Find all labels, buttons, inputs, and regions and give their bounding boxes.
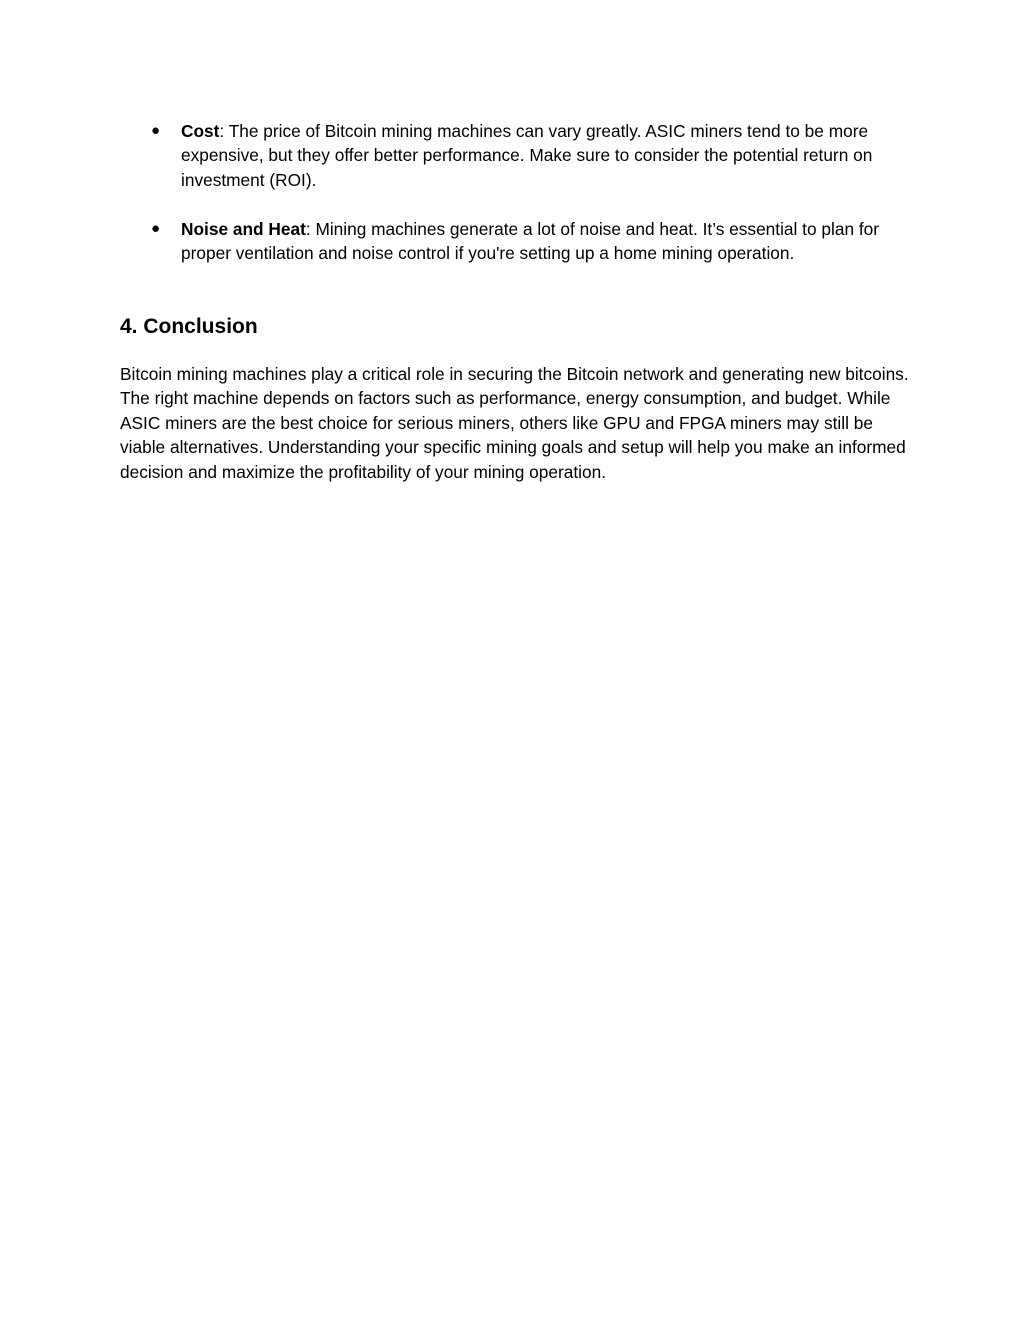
list-item-noise-and-heat xyxy=(120,217,910,266)
considerations-list xyxy=(120,119,910,265)
bullet-term: Noise and Heat xyxy=(181,218,306,239)
bullet-icon: ● xyxy=(151,219,161,237)
conclusion-paragraph: Bitcoin mining machines play a critical role in securing the Bitcoin network and generating new bitcoins. The right machine depends on factors such as performance, energy consumption, and budget. While ASIC miners are the best choice for serious miners, others like GPU and FPGA miners may still be viable alternatives. Understanding your specific mining goals and setup will help you make an informed decision and maximize the profitability of your mining operation. xyxy=(120,364,909,482)
list-item-cost xyxy=(120,119,910,192)
bullet-term: Cost xyxy=(181,121,220,141)
conclusion-heading: 4. Conclusion xyxy=(120,315,258,338)
bullet-text: : Mining machines generate a lot of noise and heat. It’s essential to plan for proper ventilation and noise control if you're setting up a home mining operation. xyxy=(181,218,880,264)
bullet-text: : The price of Bitcoin mining machines can vary greatly. ASIC miners tend to be more expensive, but they offer better performance. Make sure to consider the potential return on investment (ROI). xyxy=(181,121,873,190)
bullet-icon: ● xyxy=(151,122,161,139)
